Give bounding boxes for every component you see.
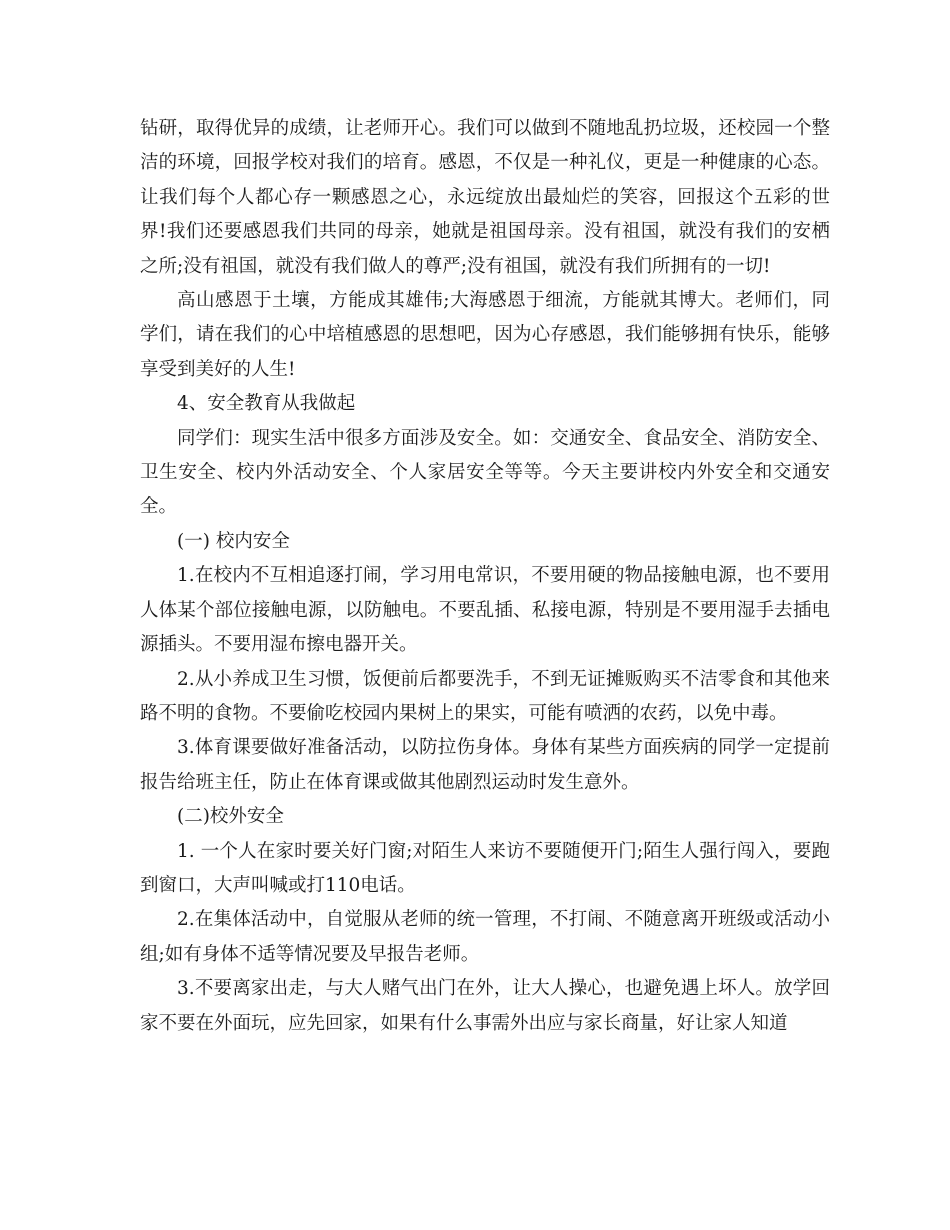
list-item: 1. 一个人在家时要关好门窗;对陌生人来访不要随便开门;陌生人强行闯入，要跑到窗口，大声叫喊或打110电话。 [140, 840, 830, 896]
paragraph: 同学们：现实生活中很多方面涉及安全。如：交通安全、食品安全、消防安全、卫生安全、校内外活动安全、个人家居安全等等。今天主要讲校内外安全和交通安全。 [140, 427, 830, 518]
subsection-heading: (二)校外安全 [177, 806, 284, 828]
list-item: 3.体育课要做好准备活动，以防拉伤身体。身体有某些方面疾病的同学一定提前报告给班主任，防止在体育课或做其他剧烈运动时发生意外。 [140, 737, 830, 793]
list-item: 2.从小养成卫生习惯，饭便前后都要洗手，不到无证摊贩购买不洁零食和其他来路不明的食物。不要偷吃校园内果树上的果实，可能有喷洒的农药，以免中毒。 [140, 668, 830, 724]
list-item: 2.在集体活动中，自觉服从老师的统一管理，不打闹、不随意离开班级或活动小组;如有身体不适等情况要及早报告老师。 [140, 909, 830, 965]
paragraph: 钻研，取得优异的成绩，让老师开心。我们可以做到不随地乱扔垃圾，还校园一个整洁的环境，回报学校对我们的培育。感恩，不仅是一种礼仪，更是一种健康的心态。让我们每个人都心存一颗感恩之心，永远绽放出最灿烂的笑容，回报这个五彩的世界!我们还要感恩我们共同的母亲，她就是祖国母亲。没有祖国，就没有我们的安栖之所;没有祖国，就没有我们做人的尊严;没有祖国，就没有我们所拥有的一切! [140, 118, 830, 277]
list-item: 1.在校内不互相追逐打闹，学习用电常识，不要用硬的物品接触电源，也不要用人体某个部位接触电源，以防触电。不要乱插、私接电源，特别是不要用湿手去插电源插头。不要用湿布擦电器开关。 [140, 565, 830, 656]
section-heading: 4、安全教育从我做起 [177, 393, 356, 415]
subsection-heading: (一) 校内安全 [177, 530, 290, 552]
document-body [140, 112, 830, 1041]
paragraph: 高山感恩于土壤，方能成其雄伟;大海感恩于细流，方能就其博大。老师们，同学们，请在我们的心中培植感恩的思想吧，因为心存感恩，我们能够拥有快乐，能够享受到美好的人生! [140, 290, 830, 380]
list-item: 3.不要离家出走，与大人赌气出门在外，让大人操心，也避免遇上坏人。放学回家不要在外面玩，应先回家，如果有什么事需外出应与家长商量，好让家人知道 [140, 978, 830, 1034]
